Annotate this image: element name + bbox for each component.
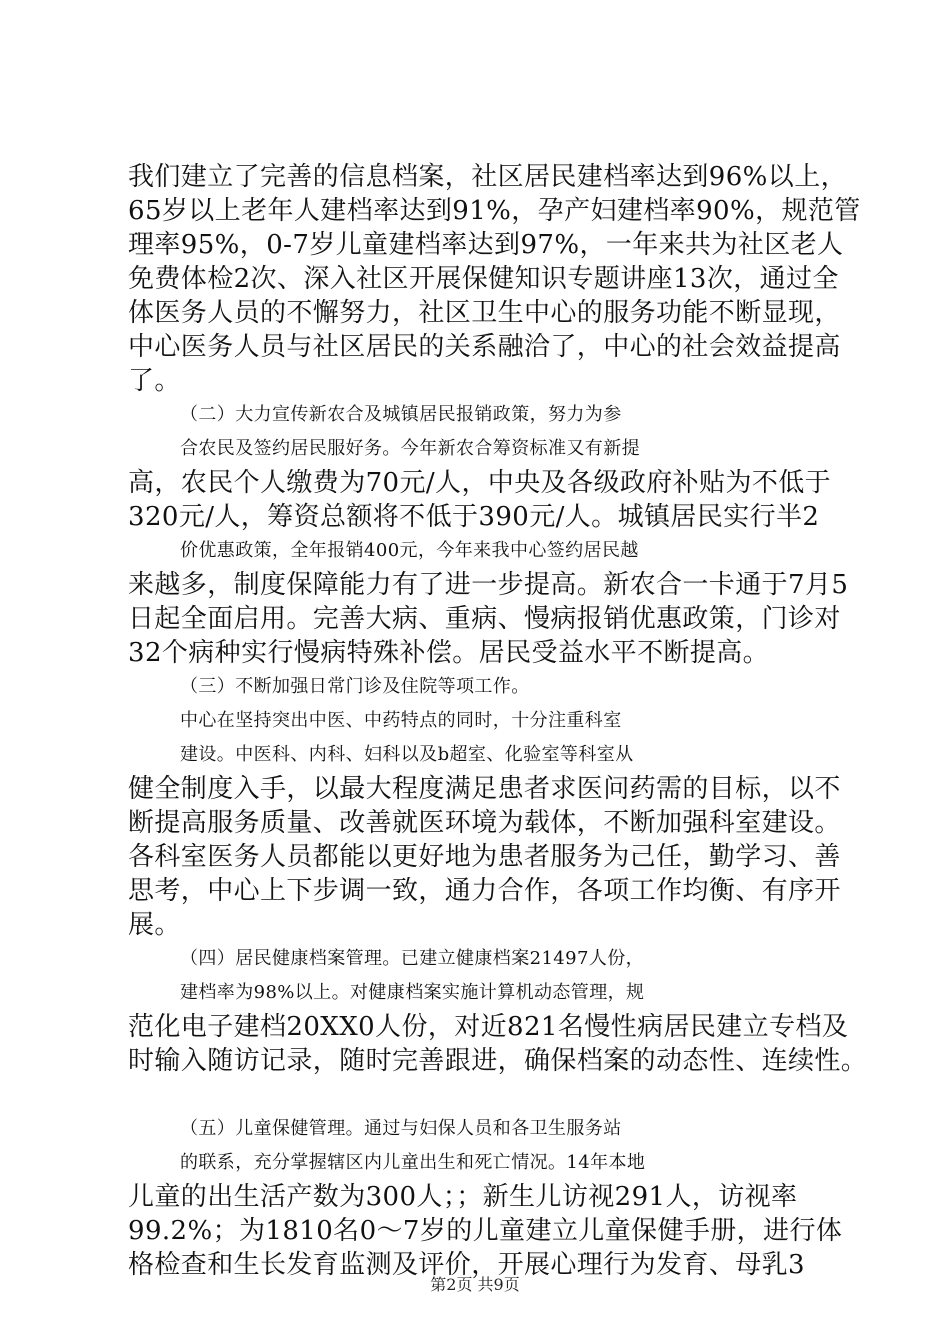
body-line: 范化电子建档20XX0人份，对近821名慢性病居民建立专档及 bbox=[128, 1012, 849, 1042]
section-heading-3: （三）不断加强日常门诊及住院等项工作。 bbox=[180, 676, 530, 697]
body-line: 中心在坚持突出中医、中药特点的同时，十分注重科室 bbox=[180, 710, 622, 731]
body-line: 了。 bbox=[128, 366, 181, 396]
body-line: 建设。中医科、内科、妇科以及b超室、化验室等科室从 bbox=[180, 744, 634, 765]
body-line: 时输入随访记录，随时完善跟进，确保档案的动态性、连续性。 bbox=[128, 1046, 868, 1076]
body-line: 免费体检2次、深入社区开展保健知识专题讲座13次，通过全 bbox=[128, 264, 839, 294]
body-line: 99.2%；为1810名0～7岁的儿童建立儿童保健手册，进行体 bbox=[128, 1216, 843, 1246]
body-line: 思考，中心上下步调一致，通力合作，各项工作均衡、有序开 bbox=[128, 876, 841, 906]
body-line: 各科室医务人员都能以更好地为患者服务为己任，勤学习、善 bbox=[128, 842, 841, 872]
body-line: 65岁以上老年人建档率达到91%，孕产妇建档率90%，规范管 bbox=[128, 196, 861, 226]
body-line: 建档率为98%以上。对健康档案实施计算机动态管理，规 bbox=[180, 982, 645, 1003]
body-line: 我们建立了完善的信息档案，社区居民建档率达到96%以上， bbox=[128, 162, 847, 192]
page-footer: 第2页 共9页 bbox=[430, 1275, 520, 1294]
section-heading-4: （四）居民健康档案管理。已建立健康档案21497人份， bbox=[180, 948, 645, 969]
body-line: 健全制度入手，以最大程度满足患者求医问药需的目标，以不 bbox=[128, 774, 841, 804]
body-line: 32个病种实行慢病特殊补偿。居民受益水平不断提高。 bbox=[128, 638, 770, 668]
body-line: 断提高服务质量、改善就医环境为载体，不断加强科室建设。 bbox=[128, 808, 841, 838]
body-line: 体医务人员的不懈努力，社区卫生中心的服务功能不断显现， bbox=[128, 298, 841, 328]
body-line: 的联系，充分掌握辖区内儿童出生和死亡情况。14年本地 bbox=[180, 1152, 646, 1173]
body-line: 格检查和生长发育监测及评价，开展心理行为发育、母乳3 bbox=[128, 1250, 805, 1280]
section-heading-5: （五）儿童保健管理。通过与妇保人员和各卫生服务站 bbox=[180, 1118, 622, 1139]
body-line: 来越多，制度保障能力有了进一步提高。新农合一卡通于7月5 bbox=[128, 570, 849, 600]
section-heading-2: （二）大力宣传新农合及城镇居民报销政策，努力为参 bbox=[180, 404, 622, 425]
body-line: 日起全面启用。完善大病、重病、慢病报销优惠政策，门诊对 bbox=[128, 604, 841, 634]
body-line: 320元/人，筹资总额将不低于390元/人。城镇居民实行半2 bbox=[128, 502, 820, 532]
body-line: 儿童的出生活产数为300人；；新生儿访视291人，访视率 bbox=[128, 1182, 798, 1212]
body-line: 价优惠政策，全年报销400元，今年来我中心签约居民越 bbox=[180, 540, 639, 561]
body-line: 高，农民个人缴费为70元/人，中央及各级政府补贴为不低于 bbox=[128, 468, 832, 498]
body-line: 合农民及签约居民服好务。今年新农合筹资标准又有新提 bbox=[180, 438, 640, 459]
body-line: 展。 bbox=[128, 910, 181, 940]
body-line: 理率95%，0-7岁儿童建档率达到97%，一年来共为社区老人 bbox=[128, 230, 844, 260]
body-line: 中心医务人员与社区居民的关系融洽了，中心的社会效益提高 bbox=[128, 332, 841, 362]
